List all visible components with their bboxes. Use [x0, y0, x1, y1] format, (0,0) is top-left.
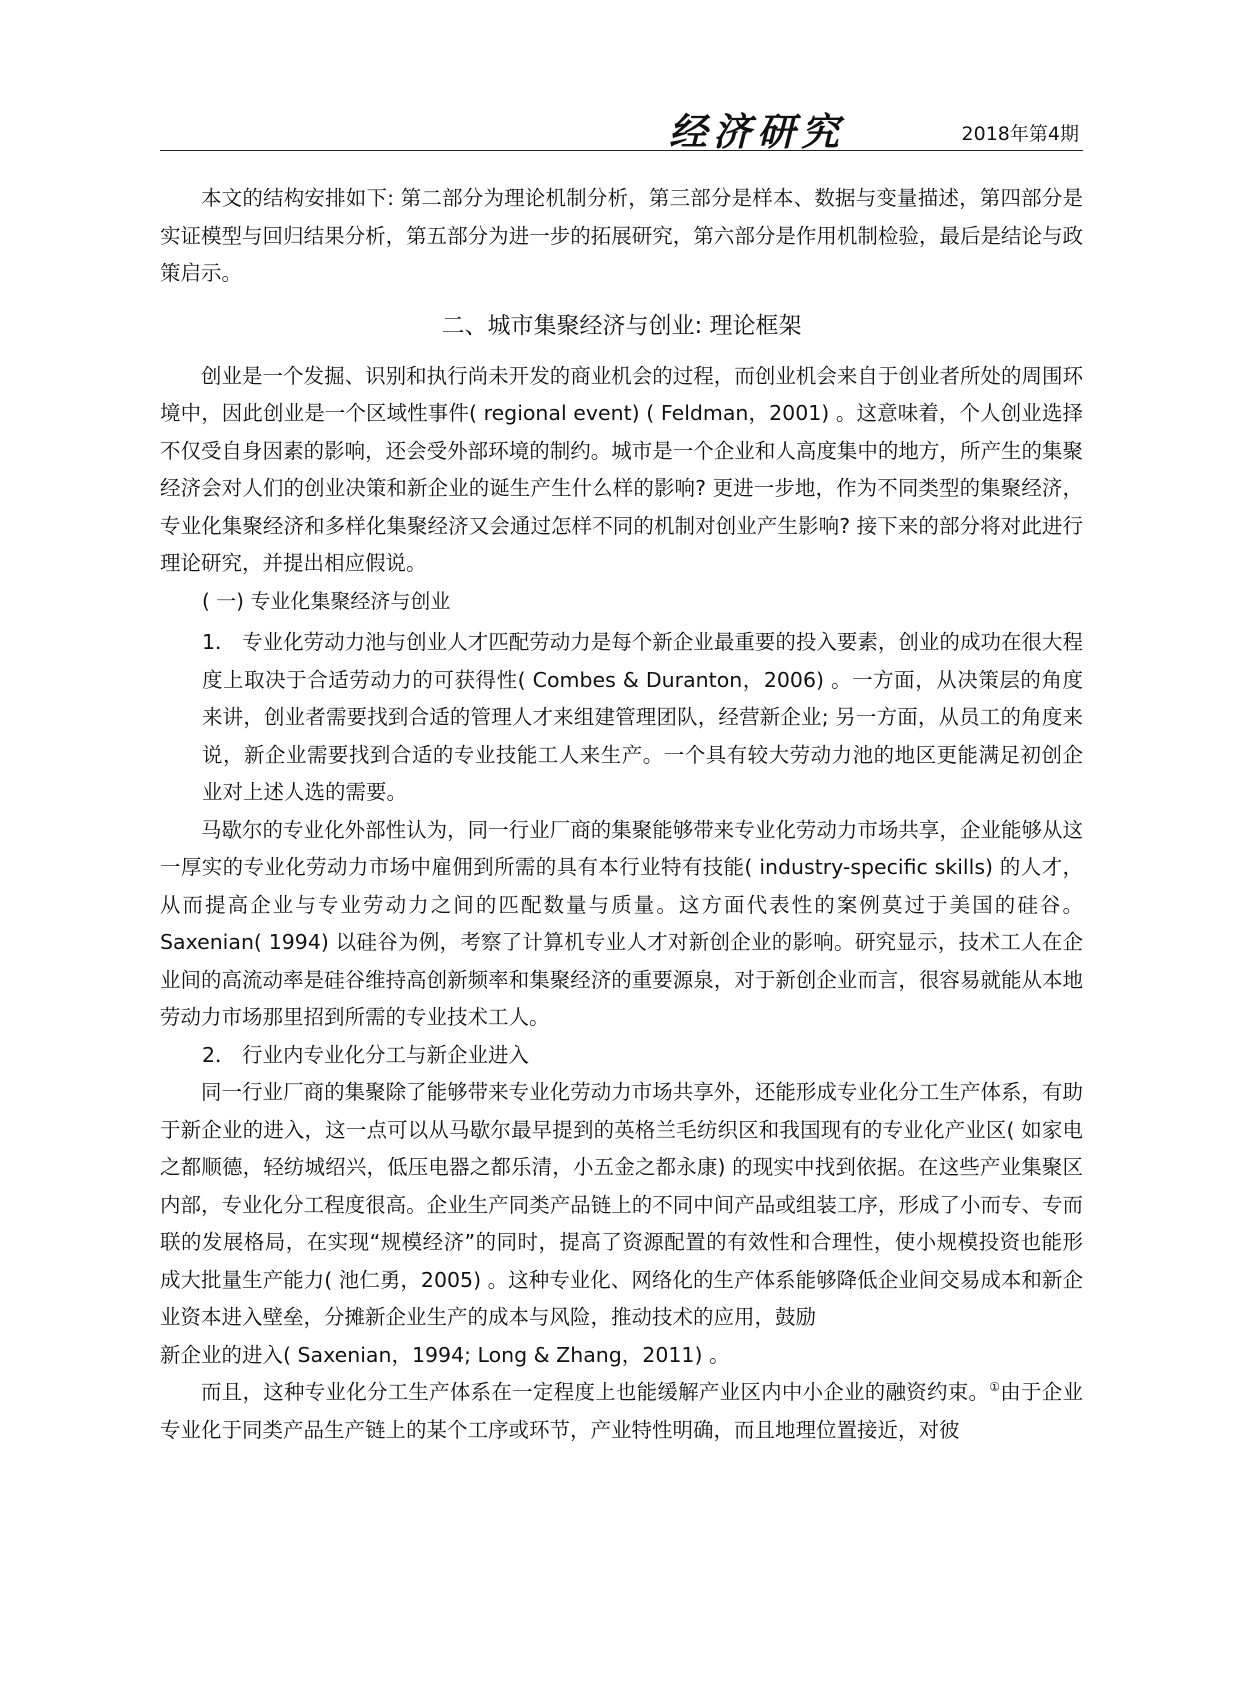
numbered-item-2: 2． 行业内专业化分工与新企业进入 — [202, 1042, 530, 1067]
paragraph-division-continued: 新企业的进入( Saxenian，1994; Long & Zhang，2011) 。 — [160, 1342, 730, 1367]
paragraph-entrepreneurship: 创业是一个发掘、识别和执行尚未开发的商业机会的过程，而创业机会来自于创业者所处的周围环境中，因此创业是一个区域性事件( regional event) ( Feldman，2001) 。这意味着，个人创业选择不仅受自身因素的影响，还会受外部环境的制约。城市是一个企业和人高度集中的地方，所产生的集聚经济会对人们的创业决策和新企业的诞生产生什么样的影响? 更进一步地，作为不同类型的集聚经济，专业化集聚经济和多样化集聚经济又会通过怎样不同的机制对创业产生影响? 接下来的部分将对此进行理论研究，并提出相应假说。 — [160, 363, 1083, 575]
subsection-heading: ( 一) 专业化集聚经济与创业 — [202, 588, 451, 613]
paragraph-marshall: 马歇尔的专业化外部性认为，同一行业厂商的集聚能够带来专业化劳动力市场共享，企业能够从这一厚实的专业化劳动力市场中雇佣到所需的具有本行业特有技能( industry-specific skills) 的人才，从而提高企业与专业劳动力之间的匹配数量与质量。这方面代表性的案例莫过于美国的硅谷。Saxenian( 1994) 以硅谷为例，考察了计算机专业人才对新创企业的影响。研究显示，技术工人在企业间的高流动率是硅谷维持高创新频率和集聚经济的重要源泉，对于新创企业而言，很容易就能从本地劳动力市场那里招到所需的专业技术工人。 — [160, 817, 1083, 1029]
paragraph-division: 同一行业厂商的集聚除了能够带来专业化劳动力市场共享外，还能形成专业化分工生产体系，有助于新企业的进入，这一点可以从马歇尔最早提到的英格兰毛纺织区和我国现有的专业化产业区( 如家电之都顺德，轻纺城绍兴，低压电器之都乐清，小五金之都永康) 的现实中找到依据。在这些产业集聚区内部，专业化分工程度很高。企业生产同类产品链上的不同中间产品或组装工序，形成了小而专、专而联的发展格局，在实现“规模经济”的同时，提高了资源配置的有效性和合理性，使小规模投资也能形成大批量生产能力( 池仁勇，2005) 。这种专业化、网络化的生产体系能够降低企业间交易成本和新企业资本进入壁垒，分摊新企业生产的成本与风险，推动技术的应用，鼓励 — [160, 1080, 1083, 1329]
numbered-item-1 — [160, 624, 1083, 812]
intro-paragraph: 本文的结构安排如下: 第二部分为理论机制分析，第三部分是样本、数据与变量描述，第四部分是实证模型与回归结果分析，第五部分为进一步的拓展研究，第六部分是作用机制检验，最后是结论与政策启示。 — [160, 186, 1083, 285]
numbered-item-1-text: 1． 专业化劳动力池与创业人才匹配劳动力是每个新企业最重要的投入要素，创业的成功在很大程度上取决于合适劳动力的可获得性( Combes & Duranton，2006) 。一方面，从决策层的角度来讲，创业者需要找到合适的管理人才来组建管理团队，经营新企业; 另一方面，从员工的角度来说，新企业需要找到合适的专业技能工人来生产。一个具有较大劳动力池的地区更能满足初创企业对上述人选的需要。 — [202, 630, 1083, 804]
running-header — [160, 108, 1083, 154]
paragraph-finance-start: 而且，这种专业化分工生产体系在一定程度上也能缓解产业区内中小企业的融资约束。 — [201, 1380, 990, 1404]
issue-label: 2018年第4期 — [961, 123, 1079, 145]
section-title: 二、城市集聚经济与创业: 理论框架 — [441, 312, 802, 339]
journal-logo: 经济研究 — [668, 109, 845, 154]
footnote-mark[interactable]: ① — [989, 1380, 1001, 1394]
paragraph-finance-end: 由于企业专业化于同类产品生产链上的某个工序或环节，产业特性明确，而且地理位置接近，对彼 — [160, 1380, 1084, 1442]
article-body — [160, 180, 1083, 1449]
paragraph-finance — [160, 1374, 1083, 1449]
